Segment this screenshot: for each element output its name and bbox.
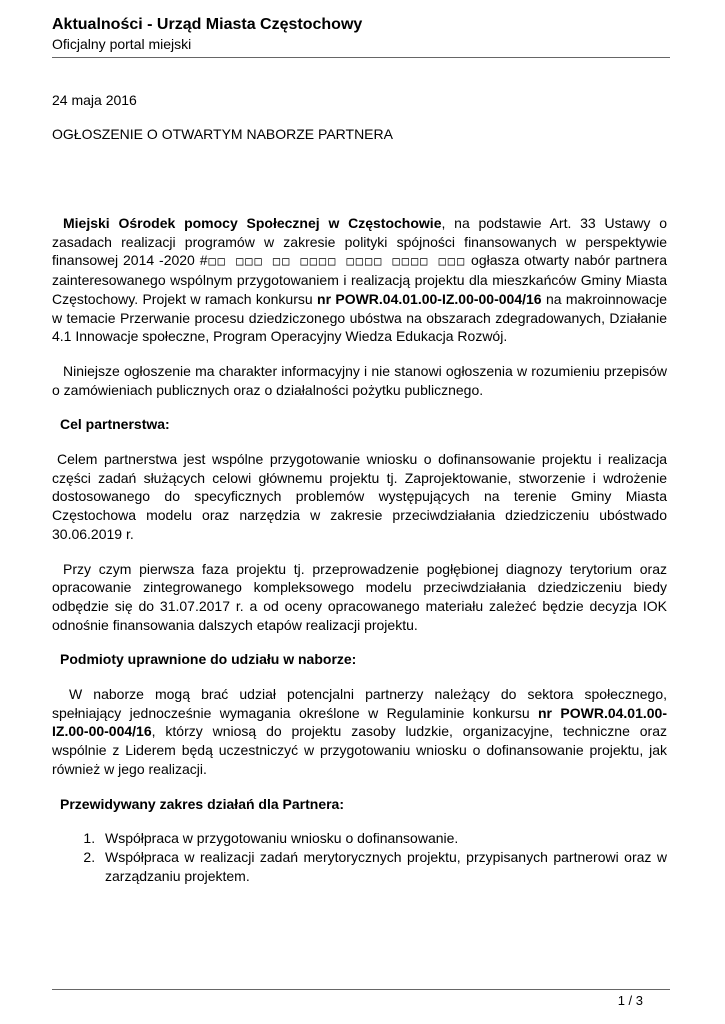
competition-number: nr POWR.04.01.00-IZ.00-00-004/16 (317, 290, 542, 307)
intro-text-1: , na podstawie Art. 33 Ustawy o zasadach realizacji programów w zakresie polityki spójności finansowanych w perspektywie finansowej 2014 -2020 # (52, 215, 667, 269)
list-item: 2. Współpraca w realizacji zadań merytorycznych projektu, przypisanych partnerowi oraz w zarządzaniu projektem. (99, 848, 667, 885)
intro-text-3: na makroinnowacje w temacie Przerwanie procesu dziedziczonego ubóstwa na obszarach zdegradowanych, Działanie 4.1 Innowacje społeczne, Program Operacyjny Wiedza Edukacja Rozwój. (52, 290, 668, 345)
page-header (52, 15, 670, 53)
list-item: 1. Współpraca w przygotowaniu wniosku o dofinansowanie. (99, 829, 667, 848)
competition-number-2: nr POWR.04.01.00-IZ.00-00-004/16 (52, 704, 667, 740)
header-divider (52, 57, 670, 58)
footer-divider (52, 989, 670, 990)
entities-text-2: , którzy wniosą do projektu zasoby ludzkie, organizacyjne, techniczne oraz wspólnie z Liderem będą uczestniczyć w przygotowaniu wniosku o dofinansowanie projektu, jak również w jego realizacji. (52, 723, 667, 777)
site-subtitle: Oficjalny portal miejski (52, 36, 192, 52)
organization-name: Miejski Ośrodek pomocy Społecznej w Częstochowie (63, 215, 442, 231)
paragraph-intro (52, 214, 667, 346)
paragraph-entities (52, 685, 667, 779)
article-body (52, 91, 667, 885)
site-title: Aktualności - Urząd Miasta Częstochowy (52, 16, 363, 33)
section-heading-goal: Cel partnerstwa: (60, 416, 170, 433)
article-headline: OGŁOSZENIE O OTWARTYM NABORZE PARTNERA (52, 126, 393, 142)
entities-text-1: W naborze mogą brać udział potencjalni partnerzy należący do sektora społecznego, spełniający jednocześnie wymagania określone w Regulaminie konkursu (52, 686, 667, 721)
article-date: 24 maja 2016 (52, 92, 137, 108)
scope-list (52, 829, 667, 885)
garbled-text: □□ □□□ □□ □□□□ □□□□ □□□□ □□□ (207, 254, 467, 269)
paragraph-goal: Celem partnerstwa jest wspólne przygotowanie wniosku o dofinansowanie projektu i realizacja części zadań służących celowi głównemu projektu tj. Zaprojektowanie, stworzenie i wdrożenie dostosowanego do specyficznych problemów występujących na terenie Gminy Miasta Częstochowa modelu oraz narzędzia w zakresie przeciwdziałania dziedziczeniu ubóstwado 30.06.2019 r. (52, 451, 667, 542)
section-heading-scope: Przewidywany zakres działań dla Partnera: (60, 795, 345, 812)
paragraph-phase: Przy czym pierwsza faza projektu tj. przeprowadzenie pogłębionej diagnozy terytorium oraz opracowanie zintegrowanego kompleksowego modelu przeciwdziałania dziedziczeniu biedy odbędzie się do 31.07.2017 r. a od oceny opracowanego materiału zależeć będzie decyzja IOK odnośnie finansowania dalszych etapów realizacji projektu. (52, 560, 667, 633)
intro-text-2: ogłasza otwarty nabór partnera zainteresowanego wspólnym przygotowaniem i realizacją projektu dla mieszkańców Gminy Miasta Częstochowy. Projekt w ramach konkursu (52, 252, 667, 307)
page-number: 1 / 3 (617, 993, 643, 1008)
paragraph-disclaimer: Niniejsze ogłoszenie ma charakter informacyjny i nie stanowi ogłoszenia w rozumieniu przepisów o zamówieniach publicznych oraz o działalności pożytku publicznego. (52, 362, 667, 398)
section-heading-entities: Podmioty uprawnione do udziału w naborze: (60, 651, 357, 668)
